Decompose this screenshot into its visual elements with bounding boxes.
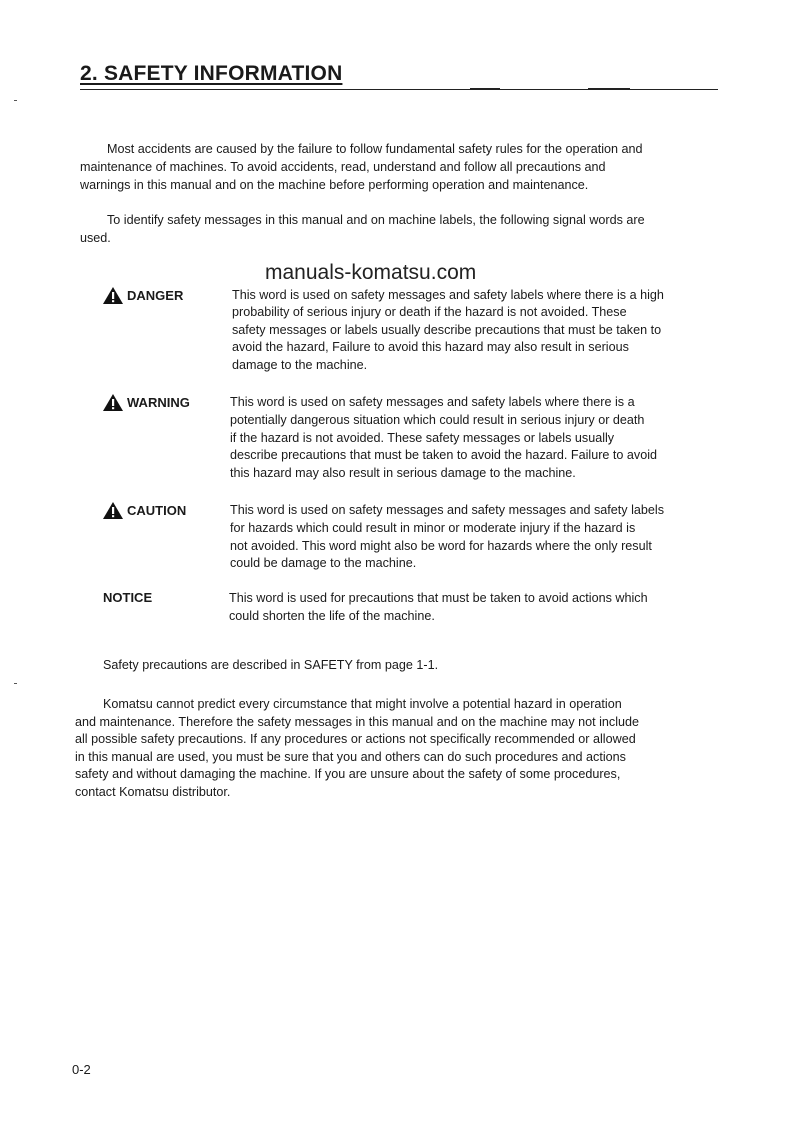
scan-speck <box>14 683 17 684</box>
signal-word-warning <box>103 394 190 411</box>
signal-description-line: potentially dangerous situation which could result in serious injury or death <box>230 412 645 427</box>
section-title: 2. SAFETY INFORMATION <box>80 62 343 85</box>
signal-description-line: this hazard may also result in serious damage to the machine. <box>230 466 576 481</box>
intro-line: maintenance of machines. To avoid accidents, read, understand and follow all precautions and <box>80 159 606 174</box>
signal-description-line: safety messages or labels usually describe precautions that must be taken to <box>232 322 662 337</box>
signal-word-caution <box>103 502 186 519</box>
signal-word-danger <box>103 287 183 304</box>
rule-mark <box>588 88 630 90</box>
signal-word-label: CAUTION <box>127 503 187 518</box>
precautions-reference: Safety precautions are described in SAFETY from page 1-1. <box>103 658 439 672</box>
signal-description-line: if the hazard is not avoided. These safety messages or labels usually <box>230 430 615 445</box>
signal-word-label: DANGER <box>127 288 184 303</box>
signal-description-line: probability of serious injury or death if the hazard is not avoided. These <box>232 305 627 320</box>
komatsu-paragraph-line: and maintenance. Therefore the safety messages in this manual and on the machine may not include <box>75 714 640 729</box>
intro-line: warnings in this manual and on the machine before performing operation and maintenance. <box>80 177 589 192</box>
signal-description-line: This word is used for precautions that must be taken to avoid actions which <box>229 591 648 605</box>
komatsu-paragraph-line: in this manual are used, you must be sure that you and others can do such procedures and actions <box>75 749 626 764</box>
signal-description-line: for hazards which could result in minor or moderate injury if the hazard is <box>230 520 636 535</box>
signal-word-label: NOTICE <box>103 590 153 605</box>
signal-intro-line: used. <box>80 230 111 245</box>
page-number: 0-2 <box>72 1062 91 1077</box>
signal-word-notice <box>103 590 152 605</box>
signal-description-line: damage to the machine. <box>232 357 368 372</box>
komatsu-paragraph-line: safety and without damaging the machine. If you are unsure about the safety of some procedures, <box>75 767 621 782</box>
signal-description-line: This word is used on safety messages and safety messages and safety labels <box>230 503 665 517</box>
scan-speck <box>14 100 17 101</box>
warning-triangle-icon <box>103 287 123 304</box>
signal-word-label: WARNING <box>127 395 190 410</box>
warning-triangle-icon <box>103 502 123 519</box>
signal-description-line: could be damage to the machine. <box>230 556 417 571</box>
signal-intro-line: To identify safety messages in this manual and on machine labels, the following signal words are <box>107 213 645 227</box>
watermark: manuals-komatsu.com <box>265 261 477 284</box>
komatsu-paragraph-line: contact Komatsu distributor. <box>75 785 231 799</box>
signal-description-line: This word is used on safety messages and safety labels where there is a <box>230 395 635 409</box>
signal-description-line: could shorten the life of the machine. <box>229 608 435 623</box>
intro-line: Most accidents are caused by the failure to follow fundamental safety rules for the operation and <box>107 142 643 156</box>
komatsu-paragraph-line: Komatsu cannot predict every circumstance that might involve a potential hazard in operation <box>103 697 622 711</box>
warning-triangle-icon <box>103 394 123 411</box>
komatsu-paragraph-line: all possible safety precautions. If any procedures or actions not specifically recommended or allowed <box>75 732 636 747</box>
rule-mark <box>470 88 500 90</box>
signal-description-line: avoid the hazard, Failure to avoid this hazard may also result in serious <box>232 340 629 355</box>
signal-description-line: not avoided. This word might also be word for hazards where the only result <box>230 538 652 553</box>
signal-description-line: describe precautions that must be taken to avoid the hazard. Failure to avoid <box>230 448 658 463</box>
signal-description-line: This word is used on safety messages and safety labels where there is a high <box>232 288 664 302</box>
